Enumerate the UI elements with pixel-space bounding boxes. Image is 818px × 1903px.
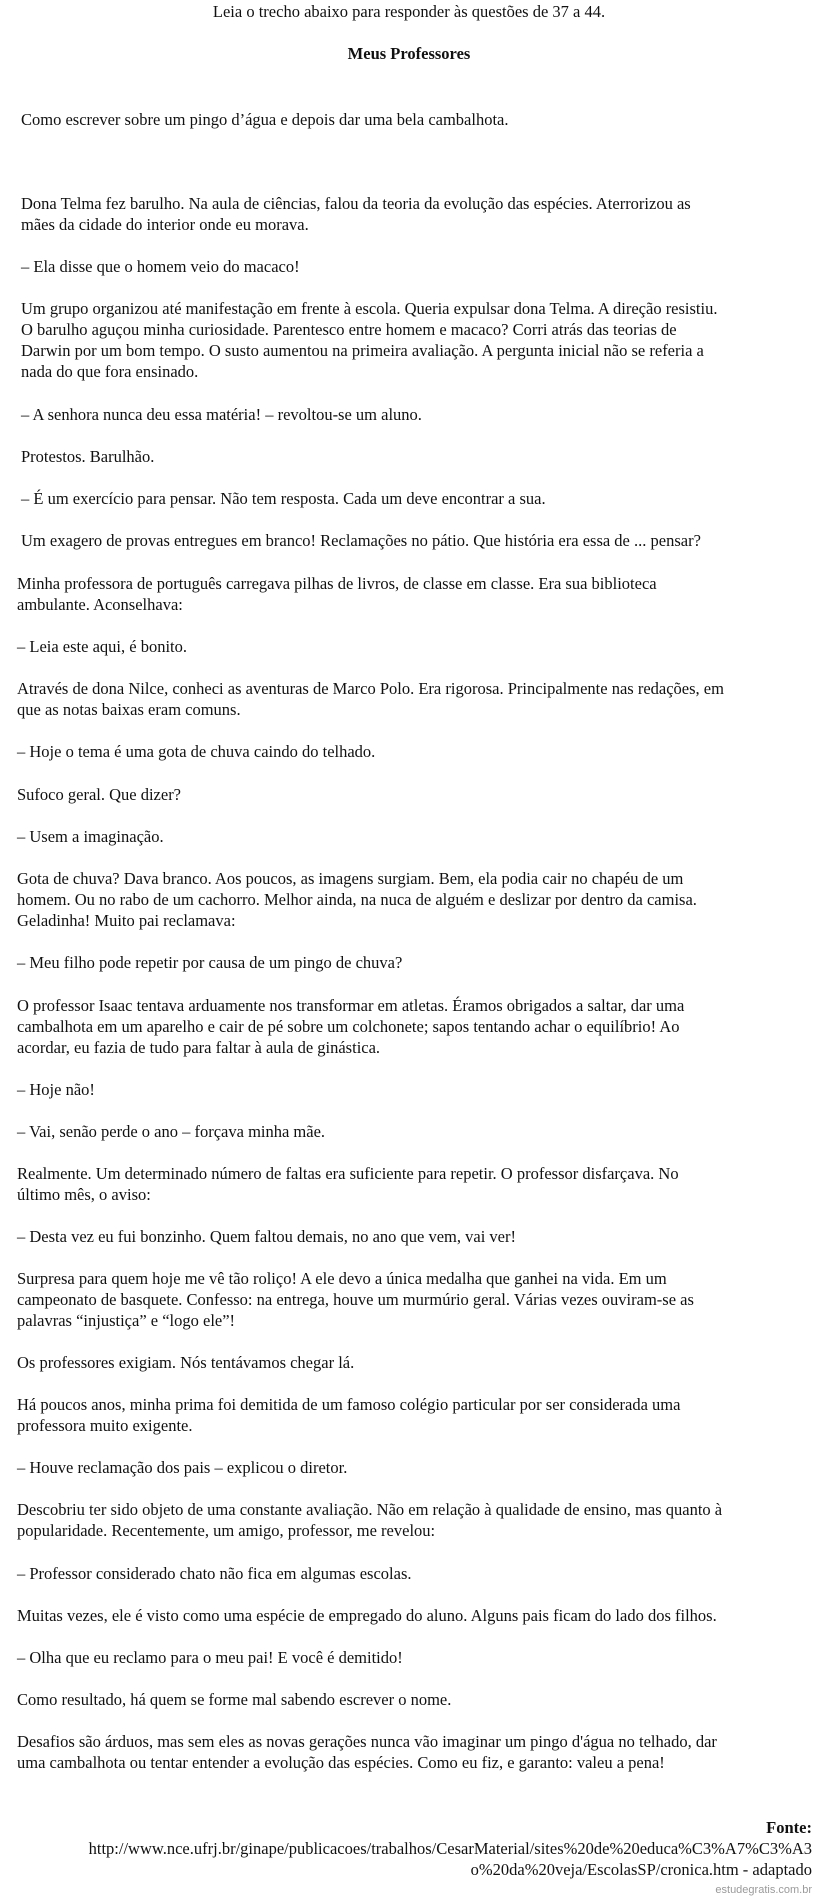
paragraph-line: Darwin por um bom tempo. O susto aumentou na primeira avaliação. A pergunta inicial não se referia a xyxy=(21,341,704,360)
paragraph-line: Desafios são árduos, mas sem eles as novas gerações nunca vão imaginar um pingo d'água no telhado, dar xyxy=(17,1732,717,1751)
paragraph-line: professora muito exigente. xyxy=(17,1416,193,1435)
paragraph-line: último mês, o aviso: xyxy=(17,1185,151,1204)
paragraph-line: Realmente. Um determinado número de faltas era suficiente para repetir. O professor disfarçava. No xyxy=(17,1164,679,1183)
paragraph-line: cambalhota em um aparelho e cair de pé sobre um colchonete; sapos tentando achar o equilíbrio! Ao xyxy=(17,1017,680,1036)
paragraph-line: acordar, eu fazia de tudo para faltar à aula de ginástica. xyxy=(17,1038,381,1057)
paragraph-line: Um grupo organizou até manifestação em frente à escola. Queria expulsar dona Telma. A direção resistiu. xyxy=(21,299,718,318)
paragraph-line: – A senhora nunca deu essa matéria! – revoltou-se um aluno. xyxy=(21,405,422,424)
paragraph-line: Muitas vezes, ele é visto como uma espécie de empregado do aluno. Alguns pais ficam do lado dos filhos. xyxy=(17,1606,717,1625)
paragraph-line: – Houve reclamação dos pais – explicou o diretor. xyxy=(17,1458,348,1477)
paragraph-line: homem. Ou no rabo de um cachorro. Melhor ainda, na nuca de alguém e deslizar por dentro da camisa. xyxy=(17,890,697,909)
paragraph-line: Protestos. Barulhão. xyxy=(21,447,155,466)
paragraph-line: popularidade. Recentemente, um amigo, professor, me revelou: xyxy=(17,1521,436,1540)
paragraph-line: – Professor considerado chato não fica em algumas escolas. xyxy=(17,1564,412,1583)
watermark: estudegratis.com.br xyxy=(715,1884,812,1896)
paragraph-line: Dona Telma fez barulho. Na aula de ciências, falou da teoria da evolução das espécies. Aterrorizou as xyxy=(21,194,691,213)
paragraph-line: mães da cidade do interior onde eu morava. xyxy=(21,215,309,234)
paragraph-line: Há poucos anos, minha prima foi demitida de um famoso colégio particular por ser considerada uma xyxy=(17,1395,681,1414)
paragraph-line: – Hoje não! xyxy=(17,1080,95,1099)
paragraph-line: – Vai, senão perde o ano – forçava minha mãe. xyxy=(17,1122,326,1141)
paragraph-line: Descobriu ter sido objeto de uma constante avaliação. Não em relação à qualidade de ensino, mas quanto à xyxy=(17,1500,723,1519)
paragraph-line: que as notas baixas eram comuns. xyxy=(17,700,241,719)
paragraph-line: Um exagero de provas entregues em branco! Reclamações no pátio. Que história era essa de ... pensar? xyxy=(21,531,701,550)
paragraph-line: Como escrever sobre um pingo d’água e depois dar uma bela cambalhota. xyxy=(21,110,509,129)
paragraph-line: palavras “injustiça” e “logo ele”! xyxy=(17,1311,236,1330)
paragraph-line: campeonato de basquete. Confesso: na entrega, houve um murmúrio geral. Várias vezes ouviram-se as xyxy=(17,1290,694,1309)
paragraph-line: – Leia este aqui, é bonito. xyxy=(17,637,187,656)
page-title: Meus Professores xyxy=(347,44,471,63)
paragraph-line: nada do que fora ensinado. xyxy=(21,362,199,381)
paragraph-line: Os professores exigiam. Nós tentávamos chegar lá. xyxy=(17,1353,355,1372)
paragraph-line: – Hoje o tema é uma gota de chuva caindo do telhado. xyxy=(17,742,376,761)
paragraph-line: Como resultado, há quem se forme mal sabendo escrever o nome. xyxy=(17,1690,452,1709)
paragraph-line: Gota de chuva? Dava branco. Aos poucos, as imagens surgiam. Bem, ela podia cair no chapéu de um xyxy=(17,869,684,888)
instruction-text: Leia o trecho abaixo para responder às questões de 37 a 44. xyxy=(212,2,606,21)
paragraph-line: – Ela disse que o homem veio do macaco! xyxy=(21,257,300,276)
paragraph-line: – Desta vez eu fui bonzinho. Quem faltou demais, no ano que vem, vai ver! xyxy=(17,1227,516,1246)
paragraph-line: – É um exercício para pensar. Não tem resposta. Cada um deve encontrar a sua. xyxy=(21,489,546,508)
paragraph-line: uma cambalhota ou tentar entender a evolução das espécies. Como eu fiz, e garanto: valeu a pena! xyxy=(17,1753,665,1772)
paragraph-line: – Usem a imaginação. xyxy=(17,827,164,846)
paragraph-line: Minha professora de português carregava pilhas de livros, de classe em classe. Era sua biblioteca xyxy=(17,574,657,593)
paragraph-line: O barulho aguçou minha curiosidade. Parentesco entre homem e macaco? Corri atrás das teorias de xyxy=(21,320,677,339)
paragraph-line: Sufoco geral. Que dizer? xyxy=(17,785,182,804)
paragraph-line: O professor Isaac tentava arduamente nos transformar em atletas. Éramos obrigados a saltar, dar uma xyxy=(17,996,685,1015)
paragraph-line: ambulante. Aconselhava: xyxy=(17,595,183,614)
source-url-line-2: o%20da%20veja/EscolasSP/cronica.htm - adaptado xyxy=(470,1860,812,1879)
paragraph-line: Através de dona Nilce, conheci as aventuras de Marco Polo. Era rigorosa. Principalmente nas redações, em xyxy=(17,679,724,698)
paragraph-line: Surpresa para quem hoje me vê tão roliço! A ele devo a única medalha que ganhei na vida. Em um xyxy=(17,1269,667,1288)
paragraph-line: – Olha que eu reclamo para o meu pai! E você é demitido! xyxy=(17,1648,403,1667)
source-label: Fonte: xyxy=(766,1818,812,1837)
paragraph-line: Geladinha! Muito pai reclamava: xyxy=(17,911,236,930)
source-url-line-1: http://www.nce.ufrj.br/ginape/publicacoes/trabalhos/CesarMaterial/sites%20de%20educa%C3%A7%C3%A3 xyxy=(88,1839,812,1858)
paragraph-line: – Meu filho pode repetir por causa de um pingo de chuva? xyxy=(17,953,403,972)
